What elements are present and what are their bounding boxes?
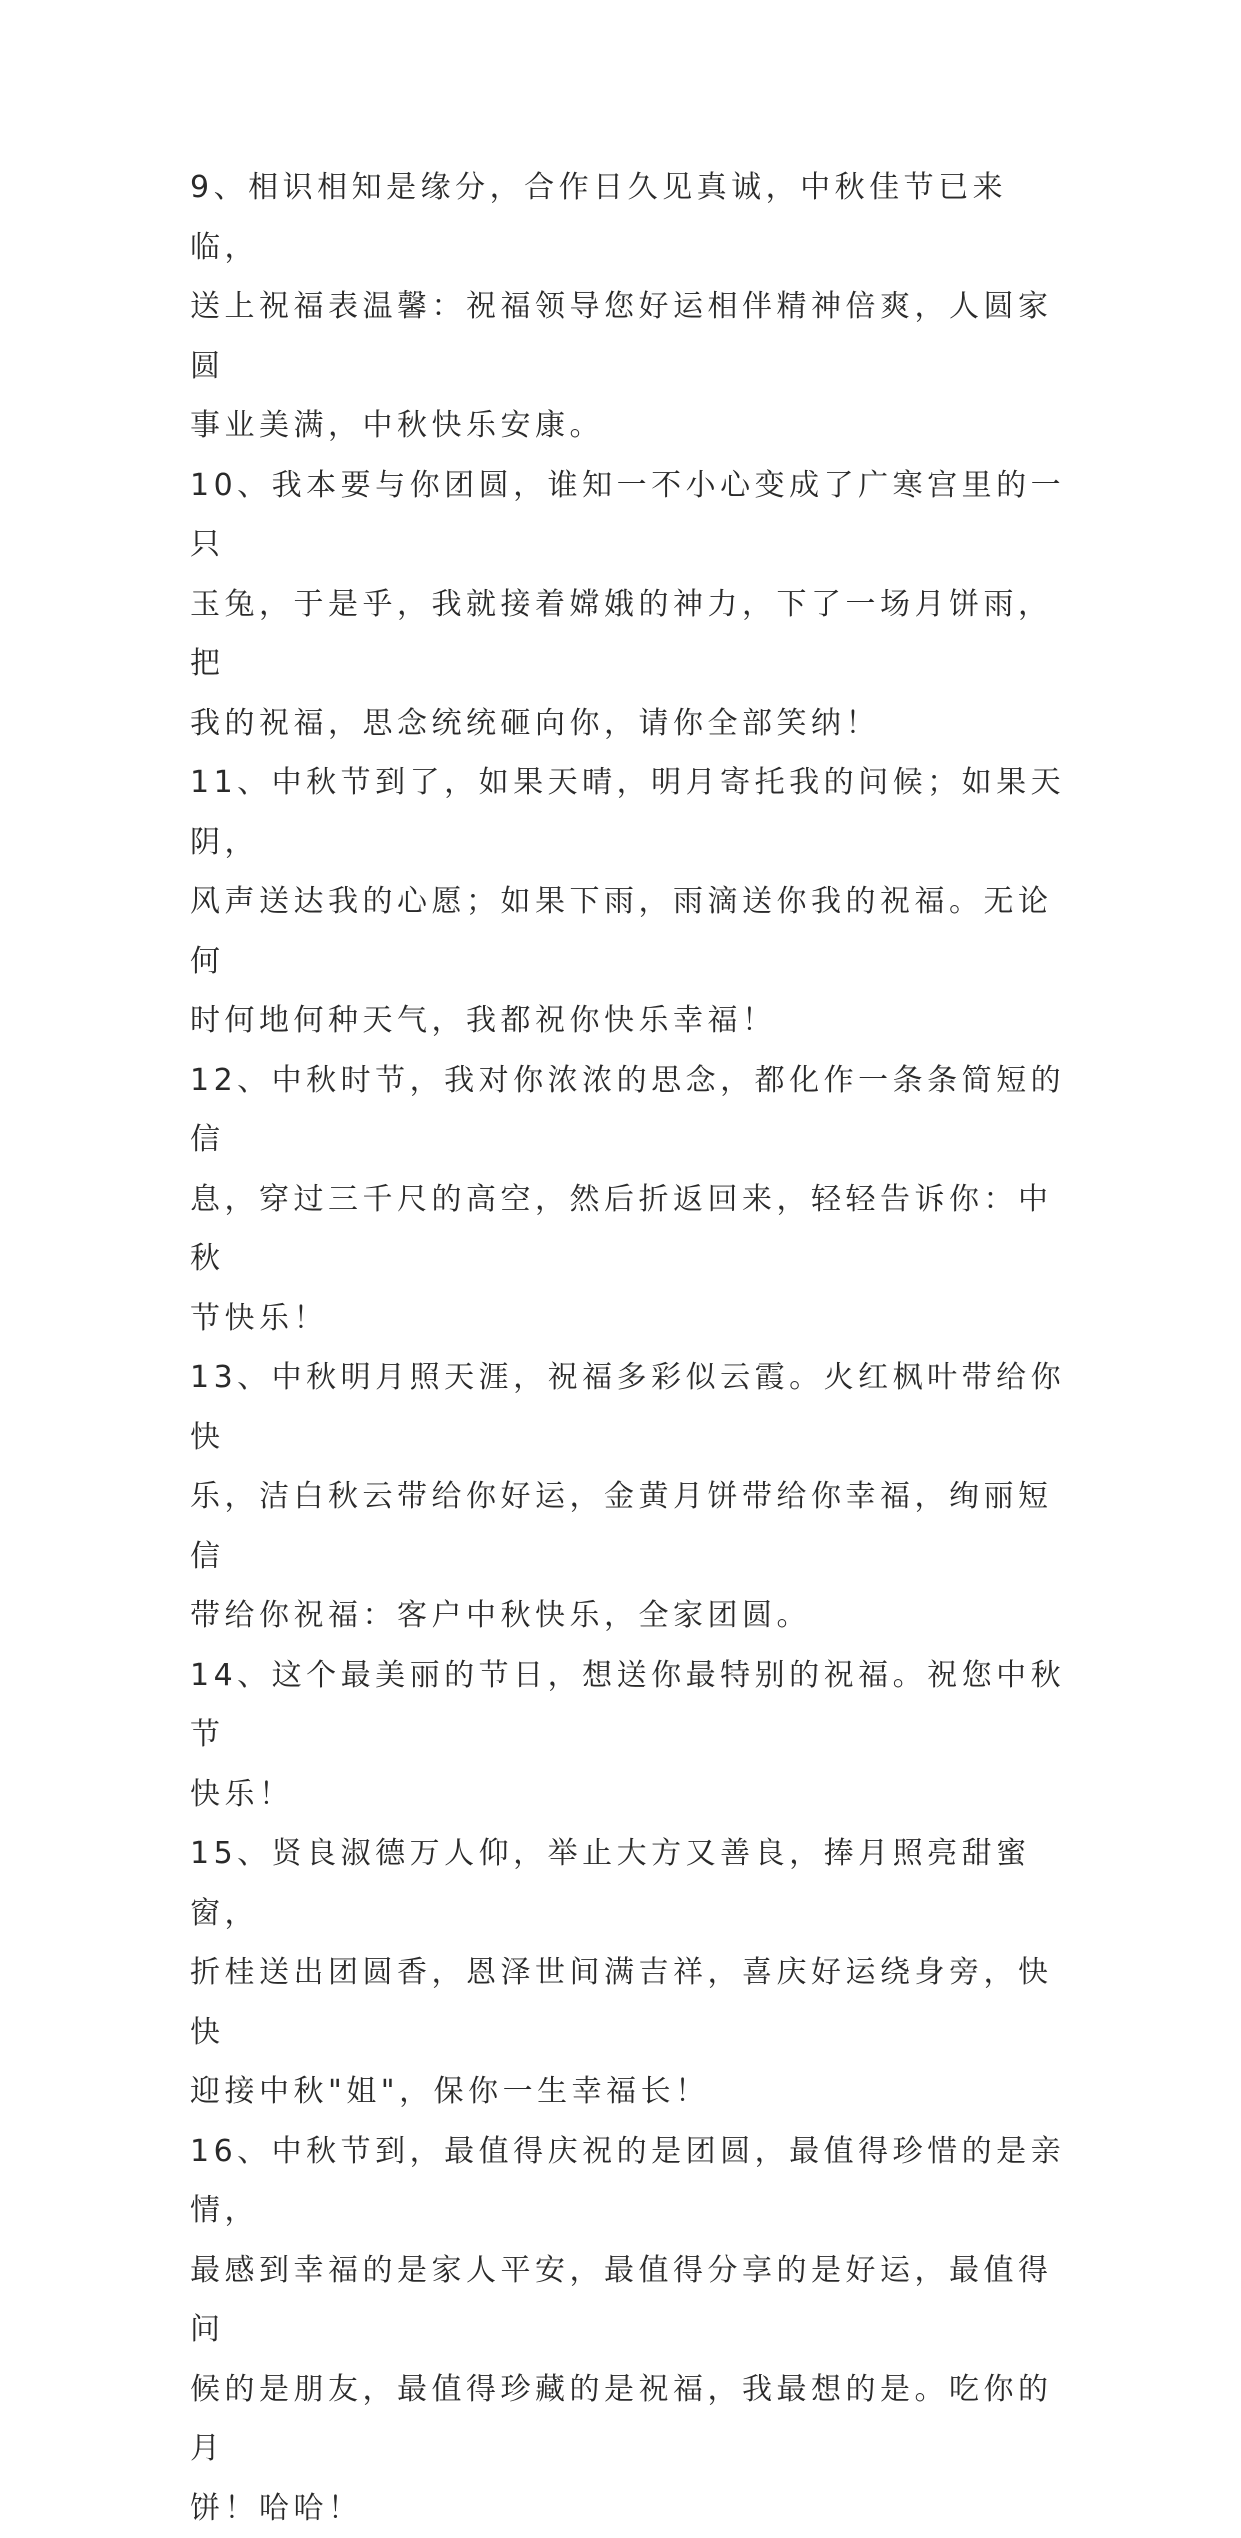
paragraph-item-10: 10、我本要与你团圆，谁知一不小心变成了广寒宫里的一只 玉兔，于是乎，我就接着嫦娥的神力，下了一场月饼雨，把 我的祝福，思念统统砸向你，请你全部笑纳！: [190, 456, 1070, 754]
paragraph-item-11: 11、中秋节到了，如果天晴，明月寄托我的问候；如果天阴， 风声送达我的心愿；如果下雨，雨滴送你我的祝福。无论何 时何地何种天气，我都祝你快乐幸福！: [190, 753, 1070, 1051]
paragraph-item-9: 9、相识相知是缘分，合作日久见真诚，中秋佳节已来临， 送上祝福表温馨：祝福领导您好运相伴精神倍爽，人圆家圆 事业美满，中秋快乐安康。: [190, 158, 1070, 456]
paragraph-item-16: 16、中秋节到，最值得庆祝的是团圆，最值得珍惜的是亲情， 最感到幸福的是家人平安，最值得分享的是好运，最值得问 候的是朋友，最值得珍藏的是祝福，我最想的是。吃你的月 饼！哈哈！: [190, 2122, 1070, 2538]
paragraph-item-15: 15、贤良淑德万人仰，举止大方又善良，捧月照亮甜蜜窗， 折桂送出团圆香，恩泽世间满吉祥，喜庆好运绕身旁，快快 迎接中秋"姐"，保你一生幸福长！: [190, 1824, 1070, 2122]
paragraph-item-12: 12、中秋时节，我对你浓浓的思念，都化作一条条简短的信 息，穿过三千尺的高空，然后折返回来，轻轻告诉你：中秋 节快乐！: [190, 1051, 1070, 1349]
paragraph-item-14: 14、这个最美丽的节日，想送你最特别的祝福。祝您中秋节 快乐！: [190, 1646, 1070, 1825]
document-body: [190, 158, 1070, 2538]
paragraph-item-13: 13、中秋明月照天涯，祝福多彩似云霞。火红枫叶带给你快 乐，洁白秋云带给你好运，金黄月饼带给你幸福，绚丽短信 带给你祝福：客户中秋快乐，全家团圆。: [190, 1348, 1070, 1646]
